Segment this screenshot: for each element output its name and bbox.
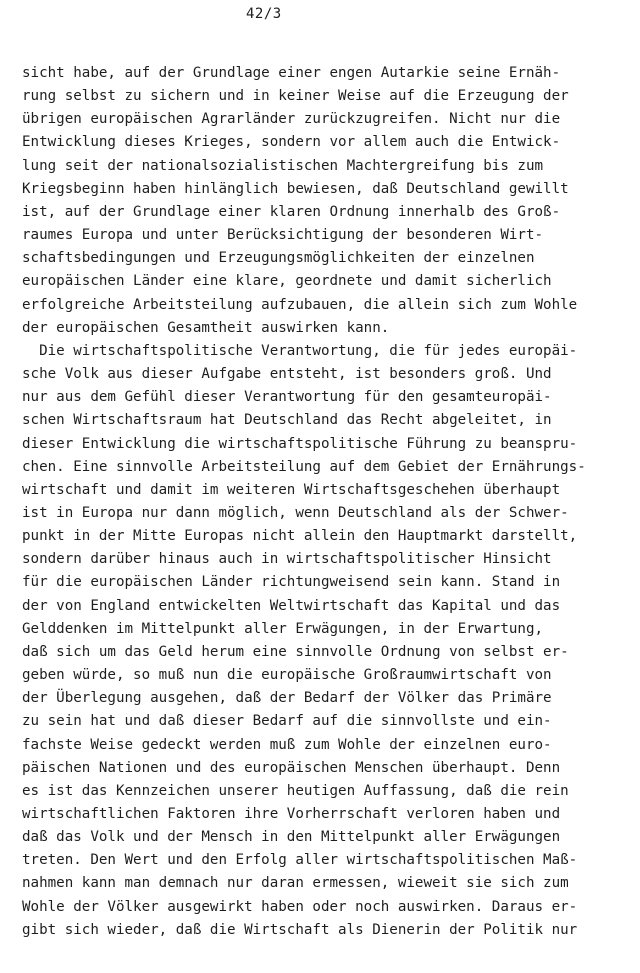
text-line: für die europäischen Länder richtungweisend sein kann. Stand in — [22, 574, 561, 591]
text-line: der europäischen Gesamtheit auswirken kann. — [22, 319, 390, 336]
text-line: chen. Eine sinnvolle Arbeitsteilung auf dem Gebiet der Ernährungs- — [22, 458, 586, 475]
text-line: daß das Volk und der Mensch in den Mittelpunkt aller Erwägungen — [22, 829, 561, 846]
text-line: ist in Europa nur dann möglich, wenn Deutschland als der Schwer- — [22, 504, 569, 521]
text-line: Kriegsbeginn haben hinlänglich bewiesen, daß Deutschland gewillt — [22, 180, 569, 197]
text-line: der von England entwickelten Weltwirtschaft das Kapital und das — [22, 597, 561, 614]
text-line: Die wirtschaftspolitische Verantwortung, die für jedes europäi- — [22, 342, 578, 359]
text-line: fachste Weise gedeckt werden muß zum Wohle der einzelnen euro- — [22, 736, 552, 753]
text-line: lung seit der nationalsozialistischen Machtergreifung bis zum — [22, 157, 544, 174]
text-line: nur aus dem Gefühl dieser Verantwortung für den gesamteuropäi- — [22, 389, 552, 406]
text-line: daß sich um das Geld herum eine sinnvolle Ordnung von selbst er- — [22, 643, 569, 660]
text-line: Gelddenken im Mittelpunkt aller Erwägungen, in der Erwartung, — [22, 620, 544, 637]
body-text — [22, 62, 637, 942]
text-line: schen Wirtschaftsraum hat Deutschland das Recht abgeleitet, in — [22, 412, 552, 429]
text-line: der Überlegung ausgehen, daß der Bedarf der Völker das Primäre — [22, 690, 552, 707]
text-line: nahmen kann man demnach nur daran ermessen, wieweit sie sich zum — [22, 875, 569, 892]
page-number: 42/3 — [246, 6, 282, 22]
text-line: Wohle der Völker ausgewirkt haben oder noch auswirken. Daraus er- — [22, 898, 578, 915]
text-line: päischen Nationen und des europäischen Menschen überhaupt. Denn — [22, 759, 561, 776]
text-line: wirtschaftlichen Faktoren ihre Vorherrschaft verloren haben und — [22, 806, 561, 822]
text-line: treten. Den Wert und den Erfolg aller wirtschaftspolitischen Maß- — [22, 852, 578, 869]
text-line: schaftsbedingungen und Erzeugungsmöglichkeiten der einzelnen — [22, 250, 535, 267]
text-line: geben würde, so muß nun die europäische Großraumwirtschaft von — [22, 667, 552, 684]
text-line: punkt in der Mitte Europas nicht allein den Hauptmarkt darstellt, — [22, 528, 578, 545]
text-line: europäischen Länder eine klare, geordnete und damit sicherlich — [22, 273, 552, 290]
text-line: übrigen europäischen Agrarländer zurückzugreifen. Nicht nur die — [22, 111, 561, 128]
text-line: erfolgreiche Arbeitsteilung aufzubauen, die allein sich zum Wohle — [22, 296, 578, 313]
text-line: sondern darüber hinaus auch in wirtschaftspolitischer Hinsicht — [22, 551, 552, 568]
text-line: es ist das Kennzeichen unserer heutigen Auffassung, daß die rein — [22, 782, 569, 799]
text-line: raumes Europa und unter Berücksichtigung der besonderen Wirt- — [22, 227, 544, 244]
text-line: sche Volk aus dieser Aufgabe entsteht, ist besonders groß. Und — [22, 366, 552, 383]
text-line: rung selbst zu sichern und in keiner Weise auf die Erzeugung der — [22, 88, 569, 105]
text-line: zu sein hat und daß dieser Bedarf auf die sinnvollste und ein- — [22, 713, 552, 730]
text-line: Entwicklung dieses Krieges, sondern vor allem auch die Entwick- — [22, 134, 561, 151]
text-line: gibt sich wieder, daß die Wirtschaft als Dienerin der Politik nur — [22, 921, 578, 938]
text-line: sicht habe, auf der Grundlage einer engen Autarkie seine Ernäh- — [22, 65, 561, 81]
text-line: wirtschaft und damit im weiteren Wirtschaftsgeschehen überhaupt — [22, 481, 561, 498]
text-line: ist, auf der Grundlage einer klaren Ordnung innerhalb des Groß- — [22, 203, 561, 220]
text-line: dieser Entwicklung die wirtschaftspolitische Führung zu beanspru- — [22, 435, 578, 452]
